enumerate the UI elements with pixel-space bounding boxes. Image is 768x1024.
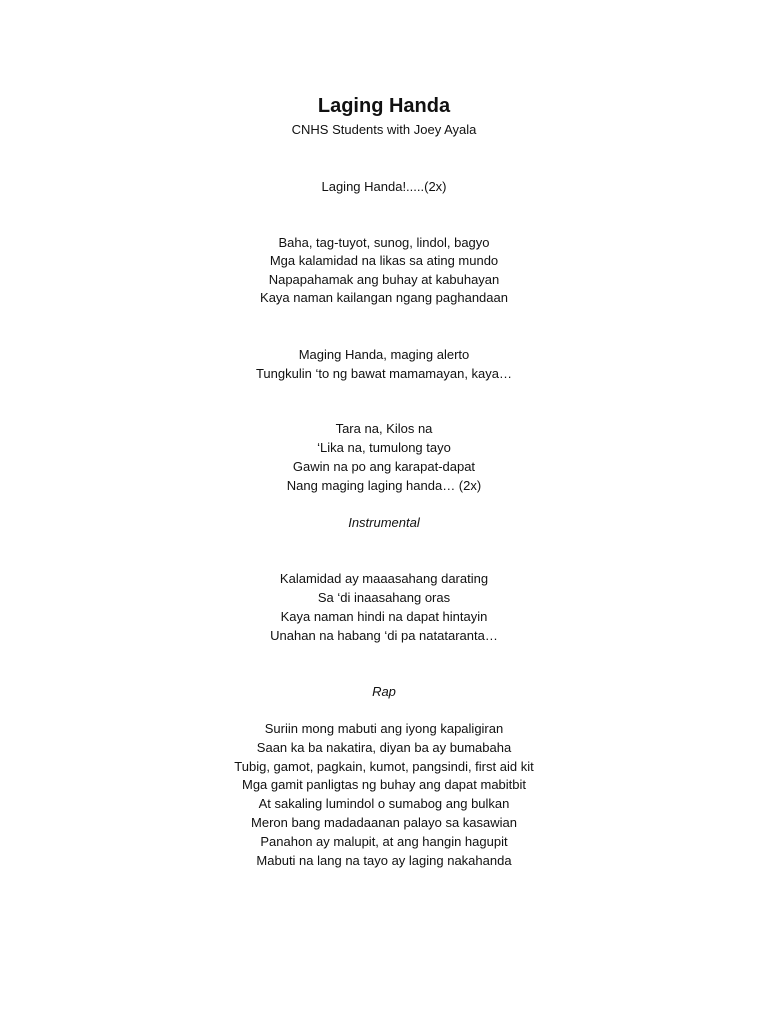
rap-line: Mga gamit panligtas ng buhay ang dapat mabitbit [241, 777, 527, 792]
song-subtitle: CNHS Students with Joey Ayala [291, 122, 477, 137]
rap-label: Rap [372, 684, 396, 699]
verse1-line: Baha, tag-tuyot, sunog, lindol, bagyo [278, 235, 490, 250]
verse2-line: Kalamidad ay maaasahang darating [279, 571, 489, 586]
song-title: Laging Handa [317, 95, 451, 117]
rap-line: Meron bang madadaanan palayo sa kasawian [251, 815, 517, 830]
instrumental-label: Instrumental [348, 515, 420, 530]
rap-line: Panahon ay malupit, at ang hangin hagupit [260, 834, 508, 849]
verse1-line: Mga kalamidad na likas sa ating mundo [269, 253, 499, 268]
rap-line: Mabuti na lang na tayo ay laging nakahanda [256, 853, 512, 868]
chorus-line: Nang maging laging handa… (2x) [286, 478, 482, 493]
prechorus-line: Maging Handa, maging alerto [298, 347, 470, 362]
prechorus-line: Tungkulin ‘to ng bawat mamamayan, kaya… [255, 366, 513, 381]
chorus-line: Tara na, Kilos na [335, 421, 433, 436]
verse2-line: Sa ‘di inaasahang oras [317, 590, 451, 605]
chorus-line: Gawin na po ang karapat-dapat [292, 459, 476, 474]
rap-line: Tubig, gamot, pagkain, kumot, pangsindi, first aid kit [234, 759, 534, 774]
verse2-line: Kaya naman hindi na dapat hintayin [280, 609, 488, 624]
rap-line: Suriin mong mabuti ang iyong kapaligiran [264, 721, 504, 736]
rap-line: Saan ka ba nakatira, diyan ba ay bumabaha [256, 740, 512, 755]
verse1-line: Napapahamak ang buhay at kabuhayan [268, 272, 500, 287]
rap-line: At sakaling lumindol o sumabog ang bulkan [258, 796, 510, 811]
verse2-line: Unahan na habang ‘di pa natataranta… [270, 628, 498, 643]
verse1-line: Kaya naman kailangan ngang paghandaan [260, 290, 508, 305]
chorus-line: ‘Lika na, tumulong tayo [317, 440, 451, 455]
intro-line: Laging Handa!.....(2x) [321, 179, 447, 194]
